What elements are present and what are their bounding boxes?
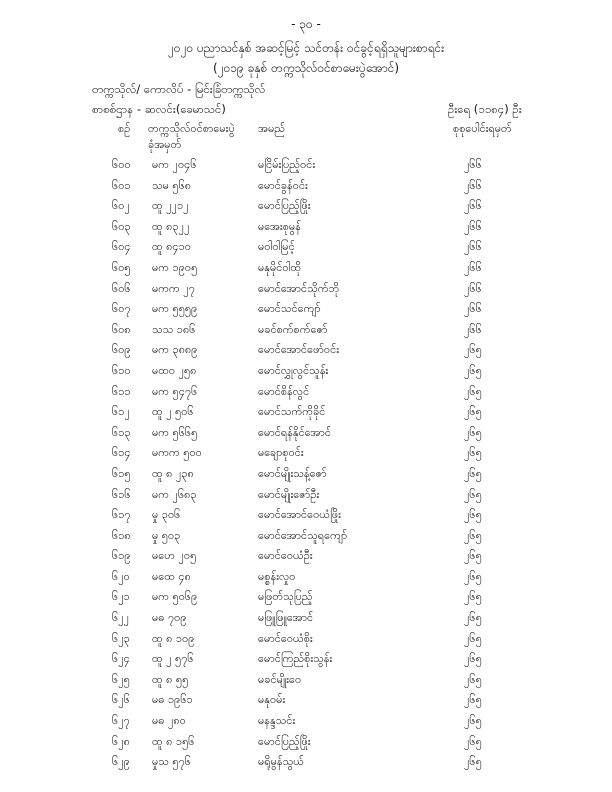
table-row	[0, 670, 612, 691]
roll-number: မဓ ၂၈၀	[152, 714, 186, 728]
total-score: ၂၆၅	[464, 384, 482, 398]
student-name: မနုမိုင်ဝါထို	[258, 260, 302, 274]
table-row	[0, 464, 612, 485]
roll-number: မက ၂၀၄၆	[152, 158, 197, 171]
table-row	[0, 629, 612, 650]
total-score: ၂၆၆	[464, 219, 482, 233]
roll-number: ထူ ၈၃၂၂	[152, 219, 190, 233]
table-row	[0, 587, 612, 608]
total-score: ၂၆၅	[464, 528, 482, 542]
student-name: မောင်မျိုးသန့်ဇော်	[258, 466, 327, 480]
header-total: စုစုပေါင်းရမှတ်	[453, 122, 512, 135]
roll-number: မဓ ၇၀၉	[152, 611, 187, 625]
row-number: ၆၀၉	[112, 343, 131, 357]
exam-center-line: စာစစ်ဌာန - ဆလင်း(ခေမာသင်)	[92, 102, 226, 116]
table-row	[0, 340, 612, 361]
table-row	[0, 237, 612, 258]
table-row	[0, 485, 612, 506]
roll-number: မက ၁၉၀၅	[152, 260, 198, 274]
roll-number: မထေ ၄၈	[152, 569, 191, 583]
results-table	[0, 155, 612, 773]
total-score: ၂၆၅	[464, 590, 482, 604]
student-name: မောင်ဝေယံဦး	[258, 549, 313, 563]
row-number: ၆၀၁	[112, 178, 131, 192]
table-row	[0, 155, 612, 176]
student-name: မဖြူဖြူအောင်	[258, 611, 314, 625]
student-name: မခင်စက်စက်ဇော်	[258, 322, 328, 336]
row-number: ၆၁၅	[112, 466, 131, 480]
student-name: မငြိမ်းပြည့်ဝင်း	[258, 158, 316, 171]
row-number: ၆၁၆	[112, 487, 131, 501]
total-score: ၂၆၅	[464, 466, 482, 480]
roll-number: မက ၅၀၆၉	[152, 590, 198, 604]
total-score: ၂၆၅	[464, 631, 482, 645]
student-name: မချောစုဝင်း	[258, 446, 304, 460]
student-name: မောင်သက်ကိုခိုင်	[258, 405, 326, 419]
student-name: မောင်ပြည့်ဖြိုး	[258, 734, 311, 748]
total-score: ၂၆၅	[464, 714, 482, 728]
row-number: ၆၁၁	[112, 384, 131, 398]
roll-number: မှု ၅၀၃	[152, 528, 181, 542]
total-score: ၂၆၅	[464, 734, 482, 748]
row-number: ၆၂၅	[112, 672, 130, 686]
row-number: ၆၁၈	[112, 528, 131, 542]
student-name: မခင်မျိုးဝေ	[258, 672, 302, 686]
total-score: ၂၆၆	[464, 199, 482, 213]
roll-number: ထူ ၈ ၁၅၆	[152, 734, 195, 748]
table-row	[0, 361, 612, 382]
total-score: ၂၆၅	[464, 693, 482, 707]
roll-number: သသ ၁၈၆	[152, 322, 196, 336]
row-number: ၆၁၇	[112, 508, 131, 522]
roll-number: ထူ ၂၂၁၂	[152, 199, 189, 213]
student-name: မောင်ရန်နိုင်အောင်	[258, 425, 331, 439]
student-name: မောင်မျိုးဇော်ဦး	[258, 487, 320, 501]
university-line: တက္ကသိုလ်/ ကောလိပ် - မြင်းခြံတက္ကသိုလ်	[92, 82, 266, 96]
roll-number: ထူ ၈၄၁၀	[152, 240, 191, 254]
row-number: ၆၂၁	[112, 590, 130, 604]
roll-number: မှု ၃၀၆	[152, 508, 181, 522]
total-score: ၂၆၅	[464, 755, 482, 769]
total-score: ၂၆၆	[464, 322, 482, 336]
row-number: ၆၂၄	[112, 652, 130, 666]
table-row	[0, 732, 612, 753]
total-score: ၂၆၆	[464, 240, 482, 254]
total-score: ၂၆၅	[464, 652, 482, 666]
header-roll-sub: ခုံအမှတ်	[148, 138, 182, 151]
student-name: မောင်ကြည်စိုးသွန်း	[258, 652, 333, 666]
table-row	[0, 608, 612, 629]
table-row	[0, 258, 612, 279]
table-row	[0, 176, 612, 197]
table-row	[0, 711, 612, 732]
row-number: ၆၀၇	[112, 302, 131, 316]
roll-number: မကက ၂၇	[152, 281, 195, 295]
student-name: မရိုမွန်သွယ်	[258, 755, 304, 769]
roll-number: မက ၅၅၅၉	[152, 302, 198, 316]
table-row	[0, 690, 612, 711]
roll-number: ထူ ၈ ၁၀၉	[152, 631, 195, 645]
table-row	[0, 526, 612, 547]
student-name: မောင်အောင်ဝေယံဖြိုး	[258, 508, 341, 522]
total-count-line: ဦးရေ (၁၁၈၄) ဦး	[448, 102, 522, 116]
total-score: ၂၆၅	[464, 549, 482, 563]
total-score: ၂၆၆	[464, 178, 482, 192]
page-number: - ၃၀ -	[291, 17, 321, 31]
table-row	[0, 546, 612, 567]
row-number: ၆၀၆	[112, 281, 131, 295]
table-row	[0, 443, 612, 464]
total-score: ၂၆၆	[464, 302, 482, 316]
total-score: ၂၆၅	[464, 446, 482, 460]
header-roll: တက္ကသိုလ်ဝင်စာမေးပွဲ	[148, 122, 235, 135]
total-score: ၂၆၅	[464, 508, 482, 522]
student-name: မအေးစုမွန်	[258, 219, 301, 233]
row-number: ၆၀၄	[112, 240, 131, 254]
total-score: ၂၆၅	[464, 343, 482, 357]
table-row	[0, 649, 612, 670]
student-name: မနန္ဒသင်း	[258, 714, 296, 728]
student-name: မစ္စန်းလှုဝ	[258, 569, 296, 583]
student-name: မောင်သင်ကျော်	[258, 302, 321, 316]
row-number: ၆၁၄	[112, 446, 131, 460]
student-name: မောင်ခွန်ဝင်း	[258, 178, 308, 192]
total-score: ၂၆၅	[464, 569, 482, 583]
table-row	[0, 217, 612, 238]
row-number: ၆၂၀	[112, 569, 130, 583]
total-score: ၂၆၆	[464, 260, 482, 274]
total-score: ၂၆၅	[464, 487, 482, 501]
student-name: မဖြတ်သုပြည့်	[258, 590, 313, 604]
document-subtitle: (၂၀၁၉ ခုနှစ် တက္ကသိုလ်ဝင်စာမေးပွဲအောင်)	[212, 61, 400, 75]
student-name: မောင်အောင်သိုက်ဘို	[258, 281, 340, 295]
row-number: ၆၀၅	[112, 260, 131, 274]
table-row	[0, 299, 612, 320]
roll-number: မကက ၅၀၀	[152, 446, 202, 460]
student-name: မောင်အောင်သူရကျော်	[258, 528, 348, 542]
roll-number: မဓ ၁၉၆၁	[152, 693, 193, 707]
student-name: မောင်လွှုလွင်သူန်း	[258, 363, 329, 377]
roll-number: ထူ ၈ ၅၅	[152, 672, 189, 686]
roll-number: မက ၅၆၆၅	[152, 425, 198, 439]
roll-number: ထူ ၈ ၂၃၈	[152, 466, 194, 480]
roll-number: မထဝ ၂၅၈	[152, 363, 197, 377]
roll-number: ထူ ၂ ၅၇၆	[152, 652, 194, 666]
roll-number: မက ၃၈၈၉	[152, 343, 198, 357]
total-score: ၂၆၅	[464, 363, 482, 377]
row-number: ၆၂၆	[112, 693, 130, 707]
document-title: ၂၀၂၀ ပညာသင်နှစ် အဆင့်မြင့် သင်တန်း ဝင်ခွင့်ရရှိသူများစာရင်း	[167, 41, 445, 55]
header-no: စဉ်	[118, 122, 131, 135]
student-name: မောင်ဝေယံစိုး	[258, 631, 313, 645]
roll-number: မှုသ ၅၇၆	[152, 755, 191, 769]
row-number: ၆၂၃	[112, 631, 130, 645]
roll-number: မဟေ ၂၀၅	[152, 549, 197, 563]
roll-number: ထူ ၂ ၅၀၆	[152, 405, 194, 419]
row-number: ၆၀၈	[112, 322, 131, 336]
table-row	[0, 382, 612, 403]
total-score: ၂၆၆	[464, 158, 482, 171]
row-number: ၆၁၉	[112, 549, 131, 563]
table-row	[0, 320, 612, 341]
table-row	[0, 505, 612, 526]
table-row	[0, 423, 612, 444]
row-number: ၆၂၉	[112, 755, 130, 769]
student-name: မောင်ပြည့်ဖြိုး	[258, 199, 311, 213]
row-number: ၆၂၂	[112, 611, 129, 625]
roll-number: သမ ၅၆၈	[152, 178, 192, 192]
row-number: ၆၂၈	[112, 734, 130, 748]
roll-number: မက ၂၆၈၃	[152, 487, 197, 501]
table-row	[0, 567, 612, 588]
roll-number: မက ၅၄၇၆	[152, 384, 198, 398]
row-number: ၆၀၂	[112, 199, 130, 213]
total-score: ၂၆၅	[464, 405, 482, 419]
student-name: မနုဝမ်း	[258, 693, 286, 707]
table-row	[0, 279, 612, 300]
total-score: ၂၆၅	[464, 611, 482, 625]
student-name: မောင်စိန်လွင်	[258, 384, 310, 398]
row-number: ၆၀၃	[112, 219, 131, 233]
row-number: ၆၁၃	[112, 425, 131, 439]
total-score: ၂၆၆	[464, 281, 482, 295]
student-name: မဝါဝါမြင့်	[258, 240, 295, 254]
header-name: အမည်	[258, 122, 286, 135]
student-name: မောင်အောင်ဖော်ဝင်း	[258, 343, 339, 357]
total-score: ၂၆၅	[464, 425, 482, 439]
table-row	[0, 752, 612, 773]
table-row	[0, 402, 612, 423]
row-number: ၆၁၀	[112, 363, 131, 377]
row-number: ၆၁၂	[112, 405, 130, 419]
table-row	[0, 196, 612, 217]
total-score: ၂၆၅	[464, 672, 482, 686]
row-number: ၆၀၀	[112, 158, 131, 171]
row-number: ၆၂၇	[112, 714, 130, 728]
